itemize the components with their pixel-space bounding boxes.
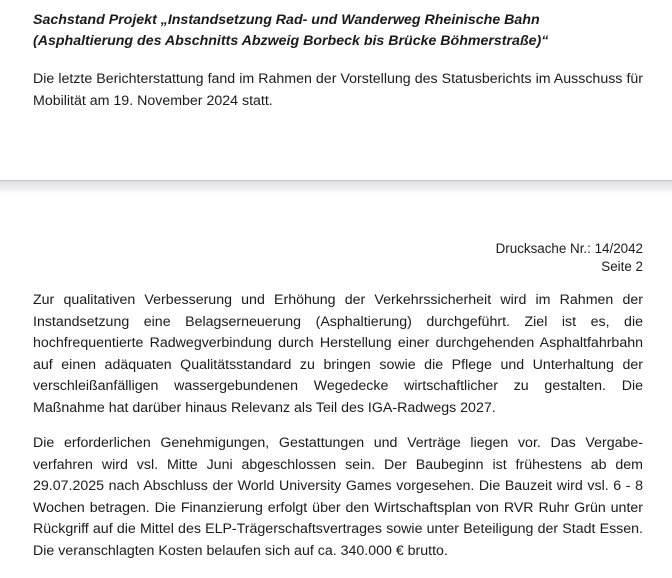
body-paragraph-2: Die erforderlichen Genehmigungen, Gestattungen und Verträge liegen vor. Das Vergabeverfahren wird vsl. Mitte Juni abgeschlossen sein. Der Baubeginn ist frühestens ab dem 29.07.2025 nach Abschluss der World University Games vorgesehen. Die Bauzeit wird vsl. 6 - 8 Wochen betragen. Die Finanzierung erfolgt über den Wirtschaftsplan von RVR Ruhr Grün unter Rückgriff auf die Mittel des ELP-Trägerschaftsvertrages sowie unter Beteiligung der Stadt Essen. Die veranschlagten Kosten belaufen sich auf ca. 340.000 € brutto. — [33, 435, 643, 559]
page-number: Seite 2 — [601, 258, 643, 274]
section-heading: Sachstand Projekt „Instandsetzung Rad- und Wanderweg Rheinische Bahn (Asphaltierung des Abschnitts Abzweig Borbeck bis Brücke Böhmerstraße)“ — [33, 12, 549, 49]
document-page-1 — [0, 0, 672, 180]
page-separator — [0, 180, 672, 193]
document-number: Drucksache Nr.: 14/2042 — [495, 241, 643, 256]
page-header-meta — [496, 240, 643, 275]
intro-paragraph: Die letzte Berichterstattung fand im Rahmen der Vorstellung des Statusberichts im Ausschuss für Mobilität am 19. November 2024 statt. — [33, 71, 643, 109]
body-paragraph-1: Zur qualitativen Verbesserung und Erhöhung der Verkehrssicherheit wird im Rahmen der Instandsetzung eine Belagserneuerung (Asphaltierung) durchgeführt. Ziel ist es, die hochfrequentierte Radwegverbindung durch Herstellung einer durchgehenden Asphaltfahrbahn auf einen adäquaten Qualitätsstandard zu bringen sowie die Pflege und Unterhaltung der verschleißanfälligen wassergebundenen Wegedecke wirtschaftlicher zu gestalten. Die Maßnahme hat darüber hinaus Relevanz als Teil des IGA-Radwegs 2027. — [33, 292, 643, 416]
